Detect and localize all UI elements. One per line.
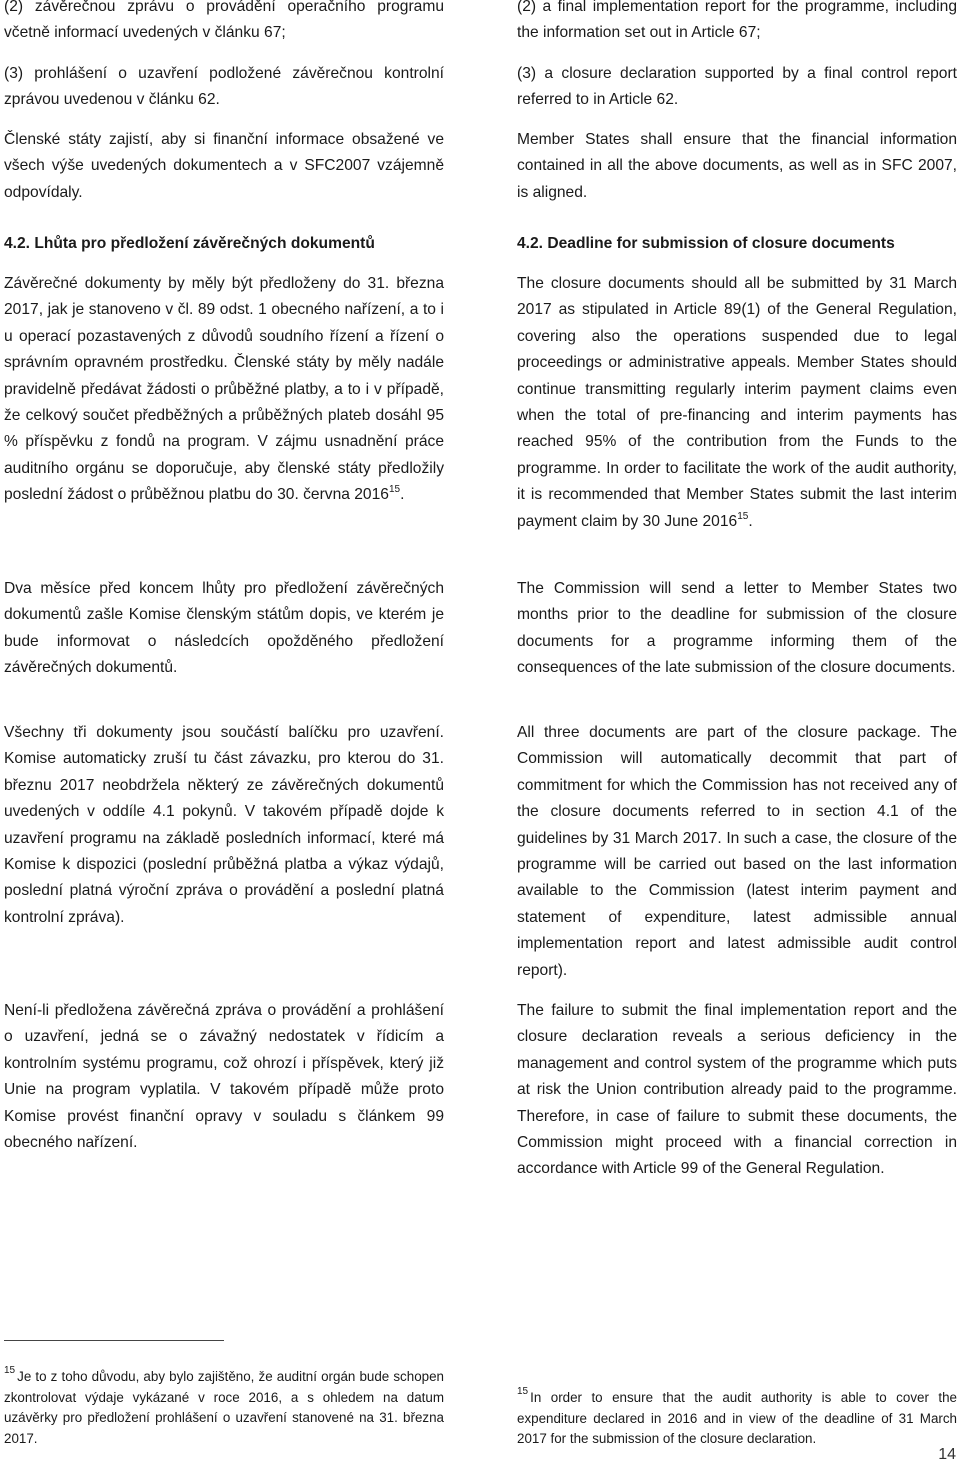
cs-section-heading: 4.2. Lhůta pro předložení závěrečných dokumentů [4,235,375,252]
en-section-heading: 4.2. Deadline for submission of closure documents [517,235,895,252]
en-paragraph-letter: The Commission will send a letter to Member States two months prior to the deadline for submission of the closure documents for a programme informing them of the consequences of the late submission of the closure documents. [517,580,957,677]
cs-paragraph-deadline [4,271,444,509]
footnote-separator [4,1340,224,1341]
en-paragraph-deadline [517,271,957,535]
en-paragraph-deadline-end: . [748,512,753,530]
en-paragraph-closure-package: All three documents are part of the closure package. The Commission will automatically decommit that part of commitment for which the Commission has not received any of the closure documents referred to in section 4.1 of the guidelines by 31 March 2017. In such a case, the closure of the programme will be carried out based on the last information available to the Commission (latest interim payment and statement of expenditure, latest admissible annual implementation report and latest admissible audit control report). [517,724,957,979]
cs-item-3: (3) prohlášení o uzavření podložené závěrečnou kontrolní zprávou uvedenou v článku 62. [4,65,444,109]
en-item-3: (3) a closure declaration supported by a final control report referred to in Article 62. [517,65,957,109]
en-paragraph-deadline-text: The closure documents should all be submitted by 31 March 2017 as stipulated in Article 89(1) of the General Regulation, covering also the operations suspended due to legal proceedings or administrative appeals. Member States should continue transmitting regularly interim payment claims even when the total of pre-financing and interim payments has reached 95% of the contribution from the Funds to the programme. In order to facilitate the work of the audit authority, it is recommended that Member States submit the last interim payment claim by 30 June 2016 [517,275,957,530]
cs-paragraph-financial-info: Členské státy zajistí, aby si finanční informace obsažené ve všech výše uvedených dokumentech a v SFC2007 vzájemně odpovídaly. [4,131,444,201]
cs-paragraph-failure: Není-li předložena závěrečná zpráva o provádění a prohlášení o uzavření, jedná se o závažný nedostatek v řídicím a kontrolním systému programu, což ohrozí i příspěvek, který již Unie na program vyplatila. V takovém případě může proto Komise provést finanční opravy v souladu s článkem 99 obecného nařízení. [4,1002,444,1152]
en-footnote-text: In order to ensure that the audit authority is able to cover the expenditure declared in 2016 and in view of the deadline of 31 March 2017 for the submission of the closure declaration. [517,1390,957,1446]
cs-footnote-text: Je to z toho důvodu, aby bylo zajištěno, že auditní orgán bude schopen zkontrolovat výdaje vykázané v roce 2016, a s ohledem na datum uzávěrky pro předložení prohlášení o uzavření stanovené na 31. března 2017. [4,1369,444,1446]
en-footnote [517,1388,957,1450]
cs-paragraph-deadline-end: . [400,486,405,504]
cs-footnote-ref[interactable]: 15 [388,484,401,496]
page-number: 14 [938,1446,956,1463]
cs-paragraph-deadline-text: Závěrečné dokumenty by měly být předloženy do 31. března 2017, jak je stanoveno v čl. 89 odst. 1 obecného nařízení, a to i u operací pozastavených z důvodů soudního řízení a řízení o správním opravném prostředku. Členské státy by měly nadále pravidelně předávat žádosti o průběžné platby, a to i v případě, že celkový součet předběžných a průběžných plateb dosáhl 95 % příspěvku z fondů na program. V zájmu usnadnění práce auditního orgánu se doporučuje, aby členské státy předložily poslední žádost o průběžnou platbu do 30. června 2016 [4,275,444,504]
cs-paragraph-closure-package: Všechny tři dokumenty jsou součástí balíčku pro uzavření. Komise automaticky zruší tu část závazku, pro kterou do 31. březnu 2017 neobdržela některý ze závěrečných dokumentů uvedených v oddíle 4.1 pokynů. V takovém případě dojde k uzavření programu na základě posledních informací, které má Komise k dispozici (poslední průběžná platba a výkaz výdajů, poslední platná výroční zpráva o provádění a poslední platná kontrolní zpráva). [4,724,444,926]
cs-footnote-number: 15 [4,1365,16,1376]
en-paragraph-financial-info: Member States shall ensure that the financial information contained in all the above documents, as well as in SFC 2007, is aligned. [517,131,957,201]
cs-item-2: (2) závěrečnou zprávu o provádění operačního programu včetně informací uvedených v článku 67; [4,0,444,42]
cs-paragraph-letter: Dva měsíce před koncem lhůty pro předložení závěrečných dokumentů zašle Komise členským státům dopis, ve kterém je bude informovat o následcích opožděného předložení závěrečných dokumentů. [4,580,444,677]
cs-footnote [4,1367,444,1449]
en-item-2: (2) a final implementation report for the programme, including the information set out in Article 67; [517,0,957,42]
en-footnote-number: 15 [517,1386,529,1397]
en-paragraph-failure: The failure to submit the final implementation report and the closure declaration reveals a serious deficiency in the management and control system of the programme which puts at risk the Union contribution already paid to the programme. Therefore, in case of failure to submit these documents, the Commission might proceed with a financial correction in accordance with Article 99 of the General Regulation. [517,1002,957,1178]
en-footnote-ref[interactable]: 15 [737,510,749,522]
